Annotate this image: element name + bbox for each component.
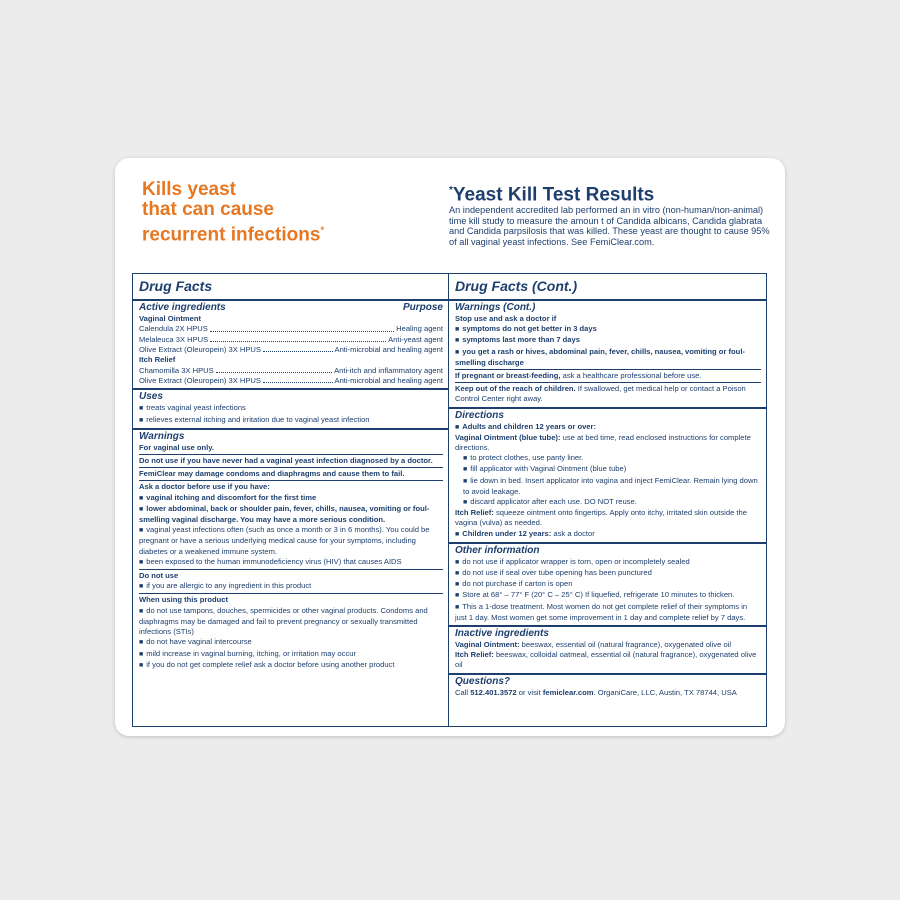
do-not-use-heading: Do not use [139, 571, 179, 581]
condoms-warning: FemiClear may damage condoms and diaphragms and cause them to fail. [139, 469, 405, 479]
headline-line-1: Kills yeast [142, 179, 236, 200]
list-item: ■ do not purchase if carton is open [455, 579, 761, 590]
children-under-12: ■ Children under 12 years: ask a doctor [455, 529, 761, 540]
list-item: ■ symptoms last more than 7 days [455, 335, 761, 346]
list-item: ■ mild increase in vaginal burning, itching, or irritation may occur [139, 649, 443, 660]
uses-heading: Uses [139, 391, 163, 403]
pregnant-warning: If pregnant or breast-feeding, ask a healthcare professional before use. [455, 371, 702, 381]
questions-section [449, 673, 766, 700]
vaginal-ointment-directions: Vaginal Ointment (blue tube): use at bed time, read enclosed instructions for complete directions. [455, 432, 751, 453]
yeast-kill-asterisk: * [449, 185, 453, 196]
ingredient-row: Olive Extract (Oleuropein) 3X HPUS Anti-microbial and healing agent [139, 345, 443, 355]
inactive-vaginal-ointment: Vaginal Ointment: beeswax, essential oil (natural fragrance), oxygenated olive oil [455, 640, 732, 650]
list-item: ■ you get a rash or hives, abdominal pain, fever, chills, nausea, vomiting or foul-smelling discharge [455, 347, 761, 368]
list-item: ■ vaginal yeast infections often (such as once a month or 3 in 6 months). You could be pregnant or have a serious underlying medical cause for your symptoms, including diabetes or a weakened immune system. [139, 525, 443, 557]
website-link: femiclear.com [542, 687, 594, 697]
list-item: ■ discard applicator after each use. DO NOT reuse. [455, 497, 761, 508]
list-item: ■ fill applicator with Vaginal Ointment (blue tube) [455, 464, 761, 475]
warnings-section [133, 428, 448, 673]
active-ingredients-heading: Active ingredients [139, 302, 226, 313]
inactive-ingredients-section [449, 625, 766, 673]
uses-section [133, 388, 448, 427]
inactive-itch-relief: Itch Relief: beeswax, colloidal oatmeal, essential oil (natural fragrance), oxygenated olive oil [455, 650, 757, 670]
headline-asterisk: * [320, 225, 324, 235]
list-item: ■ vaginal itching and discomfort for the first time [139, 493, 443, 504]
ask-doctor-heading: Ask a doctor before use if you have: [139, 482, 270, 492]
ingredient-row: Chamomilla 3X HPUS Anti-itch and inflammatory agent [139, 365, 443, 375]
list-item: ■ treats vaginal yeast infections [139, 403, 443, 414]
itch-relief-directions: Itch Relief: squeeze ointment onto fingertips. Apply onto itchy, irritated skin outside the vagina (vulva) as needed. [455, 508, 747, 528]
questions-heading: Questions? [455, 675, 511, 687]
active-ingredients-section [133, 299, 448, 388]
drug-facts-right [448, 273, 767, 727]
list-item: ■ symptoms do not get better in 3 days [455, 324, 761, 335]
list-item: ■ been exposed to the human immunodeficiency virus (HIV) that causes AIDS [139, 557, 443, 568]
ingredient-row: Melaleuca 3X HPUS Anti-yeast agent [139, 334, 443, 344]
list-item: ■ do not use if seal over tube opening has been punctured [455, 568, 761, 579]
list-item: ■ lie down in bed. Insert applicator into vagina and inject FemiClear. Remain lying down to avoid leakage. [455, 476, 761, 497]
headline-line-3: recurrent infections* [142, 224, 324, 246]
directions-section [449, 407, 766, 542]
directions-heading: Directions [455, 409, 504, 421]
drug-facts-cont-title-section [449, 274, 766, 299]
drug-facts-title: Drug Facts [139, 278, 213, 294]
purpose-heading: Purpose [402, 302, 443, 313]
ingredient-row: Calendula 2X HPUS Healing agent [139, 324, 443, 334]
other-information-section [449, 542, 766, 625]
warnings-heading: Warnings [139, 430, 185, 442]
drug-facts-cont-title: Drug Facts (Cont.) [455, 278, 578, 294]
phone-number: 512.401.3572 [470, 687, 517, 697]
yeast-kill-test [449, 181, 777, 247]
list-item: ■ if you are allergic to any ingredient in this product [139, 581, 443, 592]
list-item: ■ do not use tampons, douches, spermicides or other vaginal products. Condoms and diaphragms may be damaged and fail to prevent pregnancy or sexually transmitted infections (STIs) [139, 606, 443, 638]
yeast-kill-test-body: An independent accredited lab performed an in vitro (non-human/non-animal) time kill study to measure the amoun t of Candida albicans, Candida glabrata and Candida parpsilosis that was killed. These yeast are thought to cause 95% of all vaginal yeast infections. See FemiClear.com. [449, 205, 770, 247]
list-item: ■ to protect clothes, use panty liner. [455, 453, 761, 464]
list-item: ■ This a 1-dose treatment. Most women do not get complete relief of their symptoms in just 1 day. Most women get some improvement in 1 day and complete relief by 7 days. [455, 602, 761, 623]
list-item: ■ if you do not get complete relief ask a doctor before using another product [139, 660, 443, 671]
drug-facts-title-section [133, 274, 448, 299]
list-item: ■ do not use if applicator wrapper is torn, open or incompletely sealed [455, 557, 761, 568]
list-item: ■ do not have vaginal intercourse [139, 637, 443, 648]
group-itch-relief: Itch Relief [139, 355, 176, 365]
inactive-ingredients-heading: Inactive ingredients [455, 628, 549, 640]
drug-facts-left [132, 273, 449, 727]
list-item: ■ relieves external itching and irritation due to vaginal yeast infection [139, 415, 443, 426]
ingredient-row: Olive Extract (Oleuropein) 3X HPUS Anti-microbial and healing agent [139, 376, 443, 386]
warnings-cont-section [449, 299, 766, 407]
adults-heading: ■ Adults and children 12 years or over: [455, 422, 761, 433]
warnings-cont-heading: Warnings (Cont.) [455, 302, 536, 313]
list-item: ■ Store at 68° – 77° F (20° C – 25° C) If liquefied, refrigerate 10 minutes to thicken. [455, 590, 761, 601]
other-information-heading: Other information [455, 544, 540, 556]
headline [142, 180, 324, 245]
group-vaginal-ointment: Vaginal Ointment [139, 314, 202, 323]
yeast-kill-test-title: *Yeast Kill Test Results [449, 184, 655, 206]
list-item: ■ lower abdominal, back or shoulder pain, fever, chills, nausea, vomiting or foul-smelling vaginal discharge. You may have a more serious condition. [139, 504, 443, 525]
do-not-use-if: Do not use if you have never had a vaginal yeast infection diagnosed by a doctor. [139, 456, 433, 466]
keep-out-warning: Keep out of the reach of children. If swallowed, get medical help or contact a Poison Control Center right away. [455, 384, 746, 404]
stop-use-heading: Stop use and ask a doctor if [455, 314, 557, 323]
contact-line: Call 512.401.3572 or visit femiclear.com. OrganiCare, LLC, Austin, TX 78744, USA [455, 687, 737, 697]
when-using-heading: When using this product [139, 595, 229, 605]
headline-line-2: that can cause [142, 199, 274, 220]
vaginal-use-only: For vaginal use only. [139, 442, 214, 452]
